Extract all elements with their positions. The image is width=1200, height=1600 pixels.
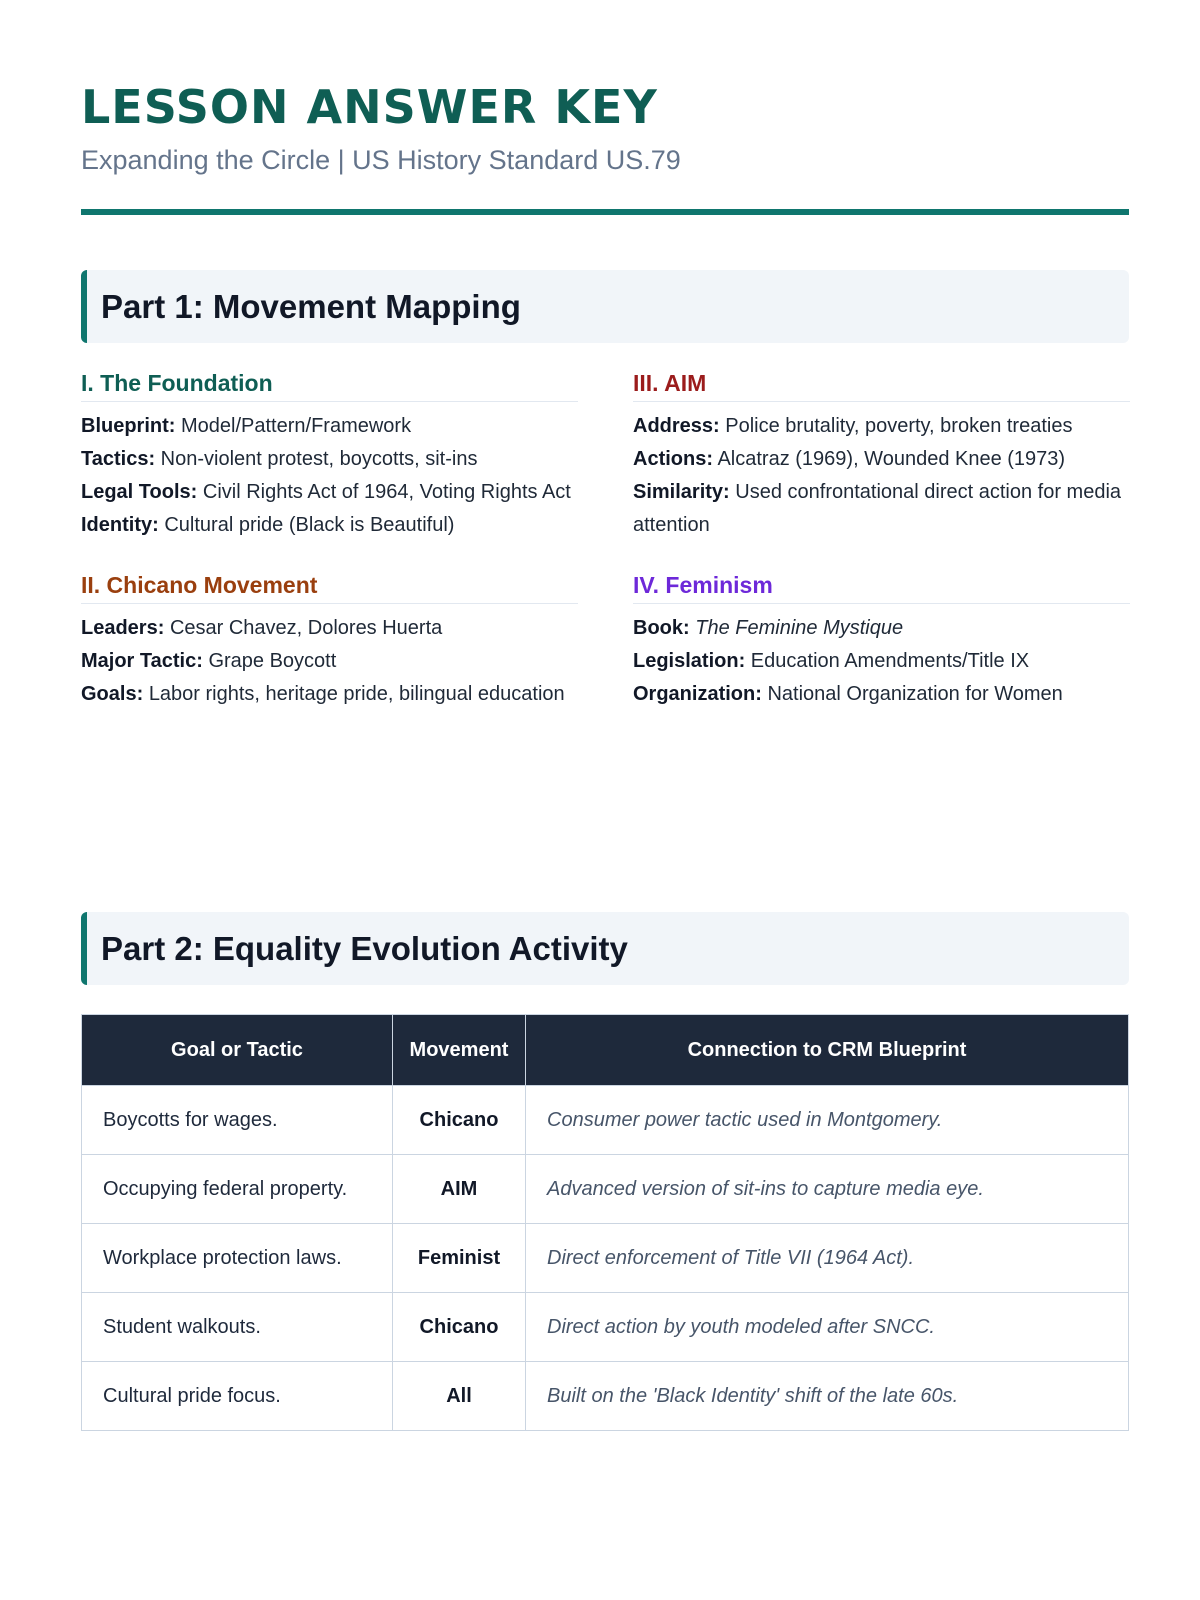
item-value: National Organization for Women (767, 683, 1063, 705)
item-label: Identity: (81, 514, 159, 536)
connection-cell: Built on the 'Black Identity' shift of the late 60s. (526, 1362, 1129, 1431)
feminism-block (633, 572, 1130, 711)
item-value: Cesar Chavez, Dolores Huerta (169, 617, 443, 639)
column-header-goal: Goal or Tactic (82, 1015, 393, 1086)
item-label: Blueprint: (81, 415, 176, 437)
aim-heading: III. AIM (633, 370, 1130, 402)
table-row (82, 1155, 1129, 1224)
table-row (82, 1086, 1129, 1155)
page-title: LESSON ANSWER KEY (81, 80, 658, 134)
table-row (82, 1224, 1129, 1293)
list-item (633, 476, 1130, 542)
item-label: Organization: (633, 683, 762, 705)
item-value: Cultural pride (Black is Beautiful) (164, 514, 455, 536)
movement-cell: AIM (393, 1155, 526, 1224)
list-item (81, 476, 578, 509)
list-item (633, 678, 1130, 711)
item-label: Actions: (633, 448, 713, 470)
page-subtitle: Expanding the Circle | US History Standard US.79 (81, 145, 681, 175)
item-value: Education Amendments/Title IX (750, 650, 1030, 672)
goal-cell: Workplace protection laws. (82, 1224, 393, 1293)
goal-cell: Occupying federal property. (82, 1155, 393, 1224)
item-value: Non-violent protest, boycotts, sit-ins (160, 448, 478, 470)
chicano-block (81, 572, 578, 711)
goal-cell: Boycotts for wages. (82, 1086, 393, 1155)
item-label: Tactics: (81, 448, 156, 470)
list-item (81, 612, 578, 645)
aim-block (633, 370, 1130, 542)
list-item (633, 410, 1130, 443)
column-header-movement: Movement (393, 1015, 526, 1086)
feminism-heading: IV. Feminism (633, 572, 1130, 604)
goal-cell: Cultural pride focus. (82, 1362, 393, 1431)
list-item (81, 678, 578, 711)
item-value: Model/Pattern/Framework (181, 415, 412, 437)
movement-cell: Chicano (393, 1086, 526, 1155)
item-value: Labor rights, heritage pride, bilingual education (148, 683, 565, 705)
list-item (81, 509, 578, 542)
item-label: Similarity: (633, 481, 730, 503)
item-value: The Feminine Mystique (695, 617, 904, 639)
right-column (633, 370, 1130, 741)
list-item (633, 645, 1130, 678)
item-label: Book: (633, 617, 690, 639)
item-value: Used confrontational direct action for media attention (633, 481, 1122, 536)
equality-evolution-table (81, 1014, 1129, 1431)
part1-heading: Part 1: Movement Mapping (81, 270, 1129, 343)
list-item (633, 443, 1130, 476)
item-label: Legislation: (633, 650, 746, 672)
connection-cell: Direct enforcement of Title VII (1964 Act). (526, 1224, 1129, 1293)
list-item (81, 443, 578, 476)
movement-cell: Chicano (393, 1293, 526, 1362)
item-value: Alcatraz (1969), Wounded Knee (1973) (717, 448, 1066, 470)
table-row (82, 1293, 1129, 1362)
item-value: Civil Rights Act of 1964, Voting Rights Act (202, 481, 571, 503)
goal-cell: Student walkouts. (82, 1293, 393, 1362)
header-divider (81, 209, 1129, 215)
movement-cell: All (393, 1362, 526, 1431)
left-column (81, 370, 578, 741)
item-label: Leaders: (81, 617, 165, 639)
chicano-heading: II. Chicano Movement (81, 572, 578, 604)
connection-cell: Advanced version of sit-ins to capture media eye. (526, 1155, 1129, 1224)
list-item (633, 612, 1130, 645)
item-label: Goals: (81, 683, 144, 705)
item-label: Legal Tools: (81, 481, 198, 503)
item-label: Address: (633, 415, 720, 437)
foundation-block (81, 370, 578, 542)
movement-cell: Feminist (393, 1224, 526, 1293)
part2-heading: Part 2: Equality Evolution Activity (81, 912, 1129, 985)
item-label: Major Tactic: (81, 650, 203, 672)
table-row (82, 1362, 1129, 1431)
list-item (81, 645, 578, 678)
connection-cell: Direct action by youth modeled after SNCC. (526, 1293, 1129, 1362)
list-item (81, 410, 578, 443)
item-value: Police brutality, poverty, broken treaties (725, 415, 1073, 437)
column-header-connection: Connection to CRM Blueprint (526, 1015, 1129, 1086)
item-value: Grape Boycott (208, 650, 337, 672)
connection-cell: Consumer power tactic used in Montgomery. (526, 1086, 1129, 1155)
foundation-heading: I. The Foundation (81, 370, 578, 402)
